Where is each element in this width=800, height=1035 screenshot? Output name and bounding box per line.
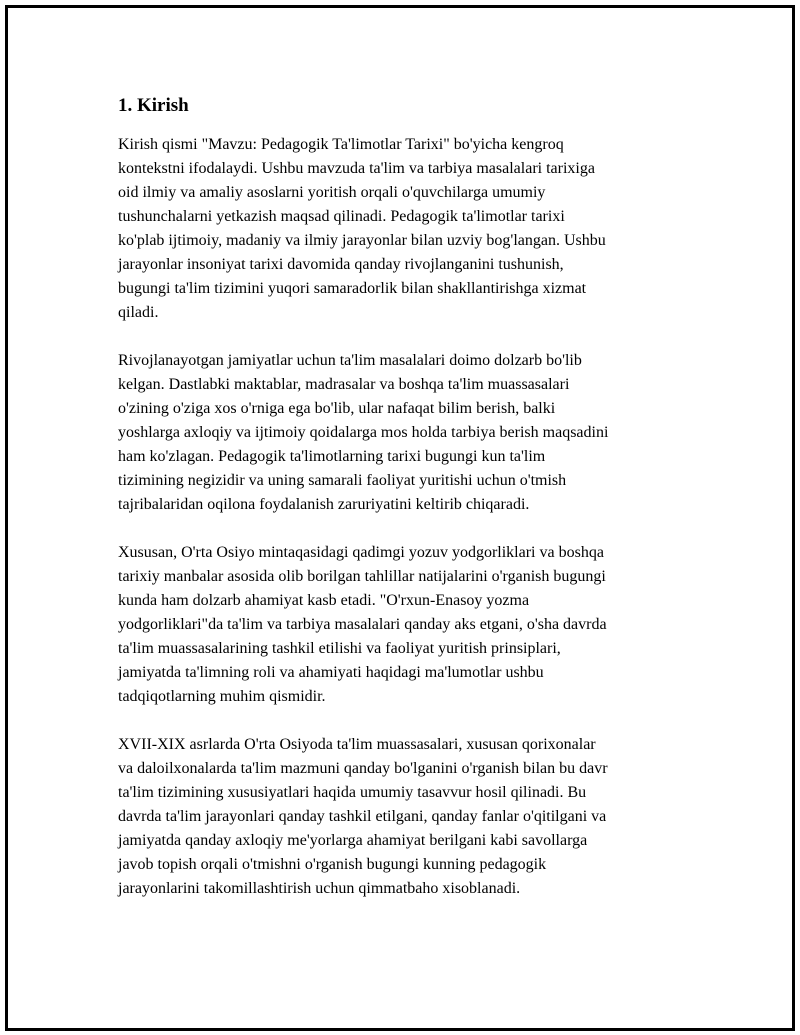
paragraph-1: Kirish qismi "Mavzu: Pedagogik Ta'limotlar Tarixi" bo'yicha kengroq kontekstni ifodalaydi. Ushbu mavzuda ta'lim va tarbiya masalalari tarixiga oid ilmiy va amaliy asoslarni yoritish orqali o'quvchilarga umumiy tushunchalarni yetkazish maqsad qilinadi. Pedagogik ta'limotlar tarixi ko'plab ijtimoiy, madaniy va ilmiy jarayonlar bilan uzviy bog'langan. Ushbu jarayonlar insoniyat tarixi davomida qanday rivojlanganini tushunish, bugungi ta'lim tizimini yuqori samaradorlik bilan shakllantirishga xizmat qiladi. [118,136,606,321]
paragraph-3: Xususan, O'rta Osiyo mintaqasidagi qadimgi yozuv yodgorliklari va boshqa tarixiy manbalar asosida olib borilgan tahlillar natijalarini o'rganish bugungi kunda ham dolzarb ahamiyat kasb etadi. "O'rxun-Enasoy yozma yodgorliklari"da ta'lim va tarbiya masalalari qanday aks etgani, o'sha davrda ta'lim muassasalarining tashkil etilishi va faoliyat yuritish prinsiplari, jamiyatda ta'limning roli va ahamiyati haqidagi ma'lumotlar ushbu tadqiqotlarning muhim qismidir. [118,544,607,705]
document-body [118,94,682,925]
paragraph-2: Rivojlanayotgan jamiyatlar uchun ta'lim masalalari doimo dolzarb bo'lib kelgan. Dastlabki maktablar, madrasalar va boshqa ta'lim muassasalari o'zining o'ziga xos o'rniga ega bo'lib, ular nafaqat bilim berish, balki yoshlarga axloqiy va ijtimoiy qoidalarga mos holda tarbiya berish maqsadini ham ko'zlagan. Pedagogik ta'limotlarning tarixi bugungi kun ta'lim tizimining negizidir va uning samarali faoliyat yuritishi uchun o'tmish tajribalaridan oqilona foydalanish zaruriyatini keltirib chiqaradi. [118,352,609,513]
section-heading: 1. Kirish [118,95,189,116]
paragraph-4: XVII-XIX asrlarda O'rta Osiyoda ta'lim muassasalari, xususan qorixonalar va daloilxonalarda ta'lim mazmuni qanday bo'lganini o'rganish bilan bu davr ta'lim tizimining xususiyatlari haqida umumiy tasavvur hosil qilinadi. Bu davrda ta'lim jarayonlari qanday tashkil etilgani, qanday fanlar o'qitilgani va jamiyatda qanday axloqiy me'yorlarga ahamiyat berilgani kabi savollarga javob topish orqali o'tmishni o'rganish bugungi kunning pedagogik jarayonlarini takomillashtirish uchun qimmatbaho xisoblanadi. [118,736,608,897]
